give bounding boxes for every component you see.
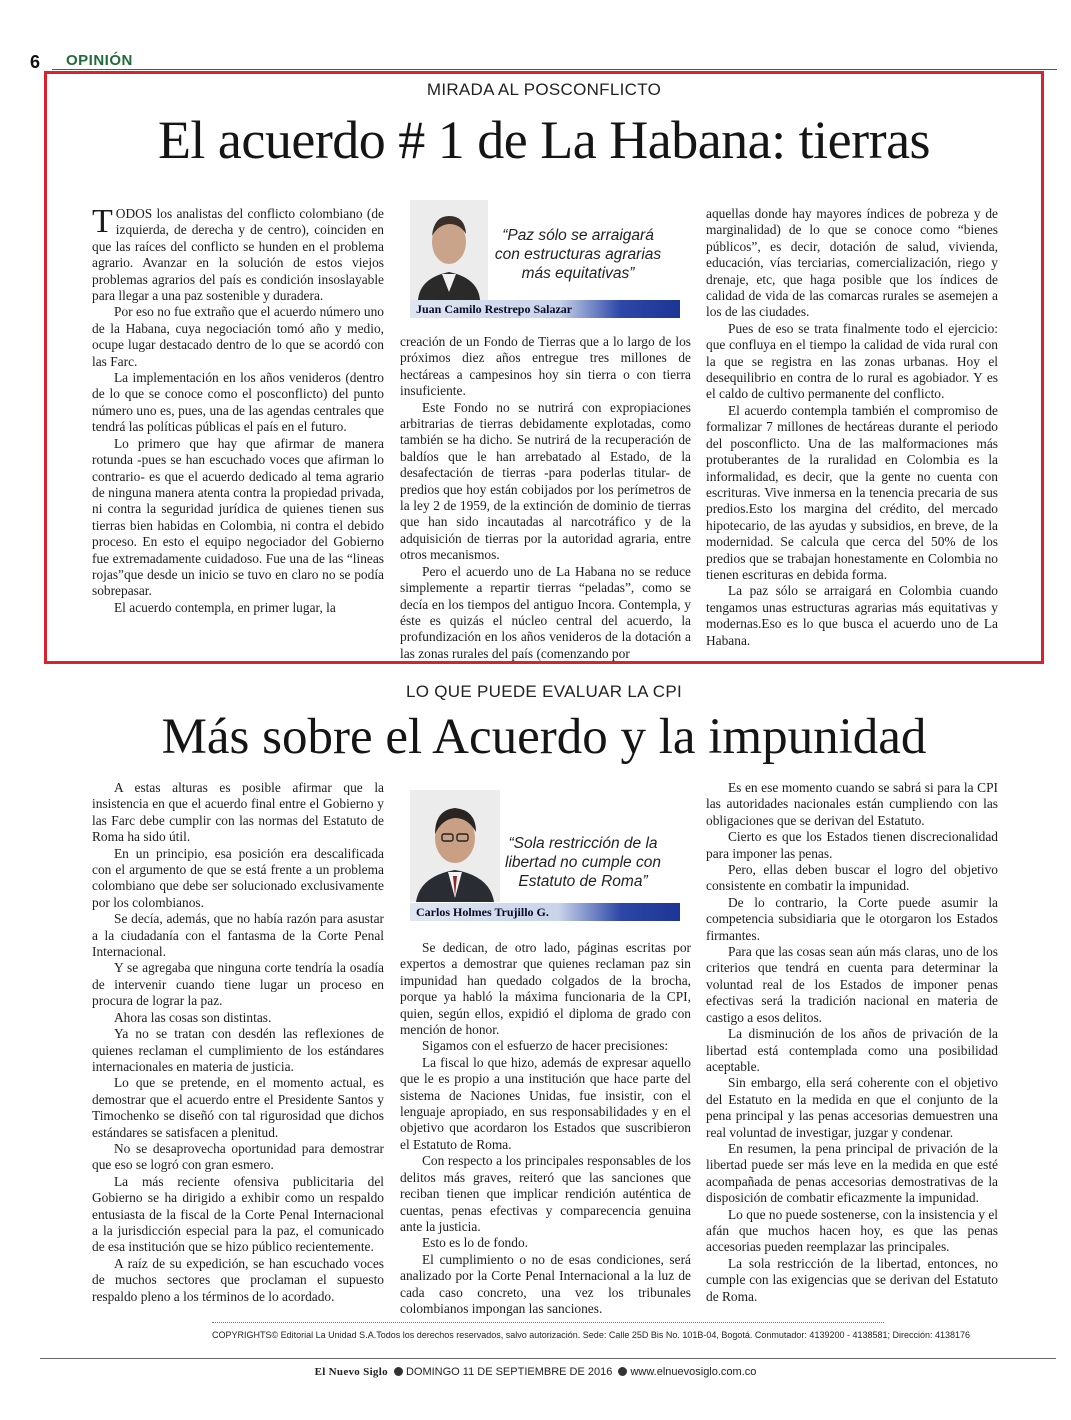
article1-paragraph: creación de un Fondo de Tierras que a lo largo de los próximos diez años entregue tres millones de hectáreas a campesinos hoy sin tierra o con tierra insuficiente. bbox=[400, 334, 691, 399]
article2-paragraph: Y se agregaba que ninguna corte tendría la osadía de intervenir cuando tiene lugar un proceso en procura de lograr la paz. bbox=[92, 960, 384, 1009]
article1-paragraph: TODOS los analistas del conflicto colombiano (de izquierda, de derecha y de centro), coinciden en que las raíces del conflicto se hunden en el problema agrario. Avanzar en la solución de estos viejos problemas agrarios del país es condición insoslayable para llegar a una paz sostenible y duradera. bbox=[92, 203, 384, 304]
article2-paragraph: La sola restricción de la libertad, entonces, no cumple con las exigencias que se derivan del Estatuto de Roma. bbox=[706, 1255, 998, 1304]
portrait-icon bbox=[410, 200, 488, 300]
article2-paragraph: Se dedican, de otro lado, páginas escritas por expertos a demostrar que quienes reclaman paz sin impunidad han quedado colgados de la brocha, porque ya habló la máxima funcionaria de la CPI, quien, según ellos, expidió el diploma de grado con mención de honor. bbox=[400, 940, 691, 1038]
article2-paragraph: La fiscal lo que hizo, además de expresar aquello que le es propio a una institución que hace parte del sistema de Naciones Unidas, fue insistir, con el lenguaje apropiado, en sus responsabilidades y en el objetivo que acordaron los Estados que suscribieron el Estatuto de Roma. bbox=[400, 1054, 691, 1152]
article1-paragraph: La paz sólo se arraigará en Colombia cuando tengamos unas estructuras agrarias más equitativas y modernas.Eso es lo que busca el acuerdo uno de La Habana. bbox=[706, 583, 998, 648]
article2-paragraph: A raíz de su expedición, se han escuchado voces de muchos sectores que proclaman el supuesto respaldo pleno a los términos de lo acordado. bbox=[92, 1255, 384, 1304]
article1-column-2 bbox=[400, 334, 691, 662]
copyright-notice: COPYRIGHTS© Editorial La Unidad S.A.Todos los derechos reservados, salvo autorización. Sede: Calle 25D Bis No. 101B-04, Bogotá. Conmutador: 4139200 - 4138581; Dirección: 4138176 bbox=[212, 1330, 971, 1340]
article2-paragraph: El cumplimiento o no de esas condiciones, será analizado por la Corte Penal Internacional a la luz de cada caso concreto, una vez los tribunales colombianos impongan las sanciones. bbox=[400, 1251, 691, 1316]
article2-author-bar: Carlos Holmes Trujillo G. bbox=[410, 903, 680, 921]
article2-paragraph: En un principio, esa posición era descalificada con el argumento de que se está frente a un problema colombiano que debe ser solucionado exclusivamente por los colombianos. bbox=[92, 845, 384, 910]
article1-paragraph: aquellas donde hay mayores índices de pobreza y de marginalidad) de lo que se conoce como “bienes públicos”, es decir, dotación de salud, vivienda, educación, vías terciarias, comercialización, riego y drenaje, etc, que haga posible que los índices de calidad de vida de las comarcas rurales se asemejen a los de las ciudades. bbox=[706, 206, 998, 320]
website-link[interactable]: www.elnuevosiglo.com.co bbox=[630, 1366, 757, 1378]
article1-pullquote: “Paz sólo se arraigará con estructuras agrarias más equitativas” bbox=[494, 227, 662, 282]
article1-paragraph: Pues de eso se trata finalmente todo el ejercicio: que confluya en el tiempo la calidad de vida rural con la que se registra en las zonas urbanas. Hoy el desequilibrio en contra de lo rural es agobiador. Y es el caldo de cultivo permanente del conflicto. bbox=[706, 320, 998, 402]
article2-paragraph: A estas alturas es posible afirmar que la insistencia en que el acuerdo final entre el Gobierno y las Farc debe cumplir con las normas del Estatuto de Roma ha sido útil. bbox=[92, 780, 384, 845]
article2-paragraph: La disminución de los años de privación de la libertad está contemplada como una posibilidad aceptable. bbox=[706, 1026, 998, 1074]
article1-headline: El acuerdo # 1 de La Habana: tierras bbox=[157, 110, 931, 170]
bottom-rule bbox=[40, 1358, 1056, 1359]
article1-paragraph: El acuerdo contempla también el compromiso de formalizar 7 millones de hectáreas durante el periodo del posconflicto. Una de las malformaciones más protuberantes de la ruralidad en Colombia es la informalidad, es decir, que la gente no cuenta con escrituras. Vive inmersa en la tenencia precaria de sus predios.Esto los margina del crédito, del mercado hipotecario, de las ayudas y subsidios, en breve, de la modernidad. Se calcula que cerca del 50% de los predios que se trabajan honestamente en Colombia no tienen escrituras en debida forma. bbox=[706, 402, 998, 582]
article2-paragraph: Se decía, además, que no había razón para asustar a la ciudadanía con el fantasma de la Corte Penal Internacional. bbox=[92, 911, 384, 960]
author-photo-carlos-holmes bbox=[410, 790, 500, 902]
article1-column-1 bbox=[92, 203, 384, 616]
article1-paragraph: Pero el acuerdo uno de La Habana no se reduce simplemente a repartir tierras “peladas”, como se decía en los tiempos del antiguo Incora. Contempla, y éste es quizás el núcleo central del acuerdo, la profundización en los años venideros de la dotación a las zonas rurales del país (comenzando por bbox=[400, 563, 691, 661]
article2-pullquote: “Sola restricción de la libertad no cumple con Estatuto de Roma” bbox=[505, 835, 661, 890]
newspaper-name: El Nuevo Siglo bbox=[314, 1366, 388, 1378]
article2-paragraph: Esto es lo de fondo. bbox=[422, 1235, 528, 1251]
article2-paragraph: Ya no se tratan con desdén las reflexiones de quienes reclaman el cumplimiento de los estándares internacionales en materia de justicia. bbox=[92, 1026, 384, 1074]
article2-paragraph: Con respecto a los principales responsables de los delitos más graves, reiteró que las sanciones que reciban tienen que implicar rendición auténtica de cuentas, penas efectivas y comparecencia genuina ante la justicia. bbox=[400, 1153, 691, 1234]
article2-paragraph: No se desaprovecha oportunidad para demostrar que eso se logró con gran esmero. bbox=[92, 1140, 384, 1173]
footer-dotted-rule bbox=[212, 1322, 884, 1323]
article2-paragraph: Sigamos con el esfuerzo de hacer precisiones: bbox=[422, 1038, 669, 1054]
section-label: OPINIÓN bbox=[66, 52, 133, 69]
header-rule bbox=[52, 69, 1057, 70]
article1-paragraph: Por eso no fue extraño que el acuerdo número uno de la Habana, cuya negociación tomó año y medio, ocupe lugar destacado dentro de lo que se acordó con las Farc. bbox=[92, 304, 384, 369]
article2-paragraph: Para que las cosas sean aún más claras, uno de los criterios que tendrá en cuenta para determinar la voluntad real de los Estados de imponer penas efectivas será la tradición nacional en materia de castigo a esos delitos. bbox=[706, 944, 998, 1025]
folio-line bbox=[0, 1366, 1071, 1378]
article2-column-2 bbox=[400, 940, 691, 1317]
article2-column-1 bbox=[92, 780, 384, 1305]
article2-paragraph: Es en ese momento cuando se sabrá si para la CPI las autoridades nacionales están cumpliendo con las obligaciones que se derivan del Estatuto. bbox=[706, 780, 998, 828]
article2-paragraph: Lo que se pretende, en el momento actual, es demostrar que el acuerdo entre el Presidente Santos y Timochenko se diseñó con tal rigurosidad que dichos estándares se satisfacen a plenitud. bbox=[92, 1075, 384, 1140]
article1-paragraph: Lo primero que hay que afirmar de manera rotunda -pues se han escuchado voces que afirman lo contrario- es que el acuerdo dedicado al tema agrario de ninguna manera atenta contra la propiedad privada, ni contra la seguridad jurídica de quienes tienen sus tierras bien habidas en Colombia, ni contra el debido proceso. En esto el equipo negociador del Gobierno fue extremadamente cuidadoso. Fue una de las “lineas rojas”que desde un inicio se tuvo en claro no se podía sobrepasar. bbox=[92, 435, 384, 599]
article1-author-bar: Juan Camilo Restrepo Salazar bbox=[410, 300, 680, 318]
article2-headline: Más sobre el Acuerdo y la impunidad bbox=[161, 709, 927, 765]
article1-kicker: MIRADA AL POSCONFLICTO bbox=[426, 80, 662, 99]
article2-paragraph: Lo que no puede sostenerse, con la insistencia y el afán que muchos hacen hoy, es que las penas accesorias pueden reemplazar las principales. bbox=[706, 1206, 998, 1255]
portrait-icon bbox=[410, 790, 500, 902]
article1-paragraph: Este Fondo no se nutrirá con expropiaciones arbitrarias de tierras debidamente explotadas, como también se ha dicho. Se nutrirá de la recuperación de baldíos que le han arrebatado al Estado, de la desafectación de tierras -para poderlas titular- de predios que hoy están cobijados por los perímetros de la ley 2 de 1959, de la extinción de dominio de tierras que han sido incautadas al narcotráfico y de la adquisición de tierras por la autoridad agraria, entre otros mecanismos. bbox=[400, 399, 691, 563]
author-photo-juan-camilo bbox=[410, 200, 488, 300]
article2-paragraph: Cierto es que los Estados tienen discrecionalidad para imponer las penas. bbox=[706, 829, 998, 861]
article2-paragraph: Sin embargo, ella será coherente con el objetivo del Estatuto en la medida en que el conjunto de la pena principal y las penas accesorias demuestren una real voluntad de investigar, juzgar y condenar. bbox=[706, 1075, 998, 1140]
bullet-icon bbox=[618, 1367, 627, 1376]
article2-paragraph: De lo contrario, la Corte puede asumir la competencia subsidiaria que le otorgaron los Estados firmantes. bbox=[706, 894, 998, 943]
article2-paragraph: La más reciente ofensiva publicitaria del Gobierno se ha dirigido a exhibir como un respaldo entusiasta de la fiscal de la Corte Penal Internacional a la jurisdicción especial para la paz, el comunicado de esa institución que se hizo público recientemente. bbox=[92, 1173, 384, 1255]
article2-column-3 bbox=[706, 780, 998, 1305]
article1-paragraph: El acuerdo contempla, en primer lugar, la bbox=[114, 599, 336, 615]
article2-paragraph: En resumen, la pena principal de privación de la libertad puede ser más leve en la medida en que esté acompañada de penas accesorias demostrativas de la disposición de combatir eficazmente la impunidad. bbox=[706, 1140, 998, 1206]
issue-date: DOMINGO 11 DE SEPTIEMBRE DE 2016 bbox=[405, 1366, 613, 1378]
page-number: 6 bbox=[30, 52, 41, 72]
article2-kicker: LO QUE PUEDE EVALUAR LA CPI bbox=[405, 682, 683, 701]
article1-paragraph: La implementación en los años venideros (dentro de lo que se conoce como el posconflicto) del punto número uno es, pues, una de las agendas centrales que tendrá las políticas públicas el país en el futuro. bbox=[92, 370, 384, 435]
article2-paragraph: Pero, ellas deben buscar el logro del objetivo consistente en combatir la impunidad. bbox=[706, 862, 998, 894]
article1-column-3 bbox=[706, 206, 998, 649]
bullet-icon bbox=[394, 1367, 403, 1376]
article2-paragraph: Ahora las cosas son distintas. bbox=[114, 1009, 272, 1025]
drop-cap: T bbox=[92, 203, 113, 240]
